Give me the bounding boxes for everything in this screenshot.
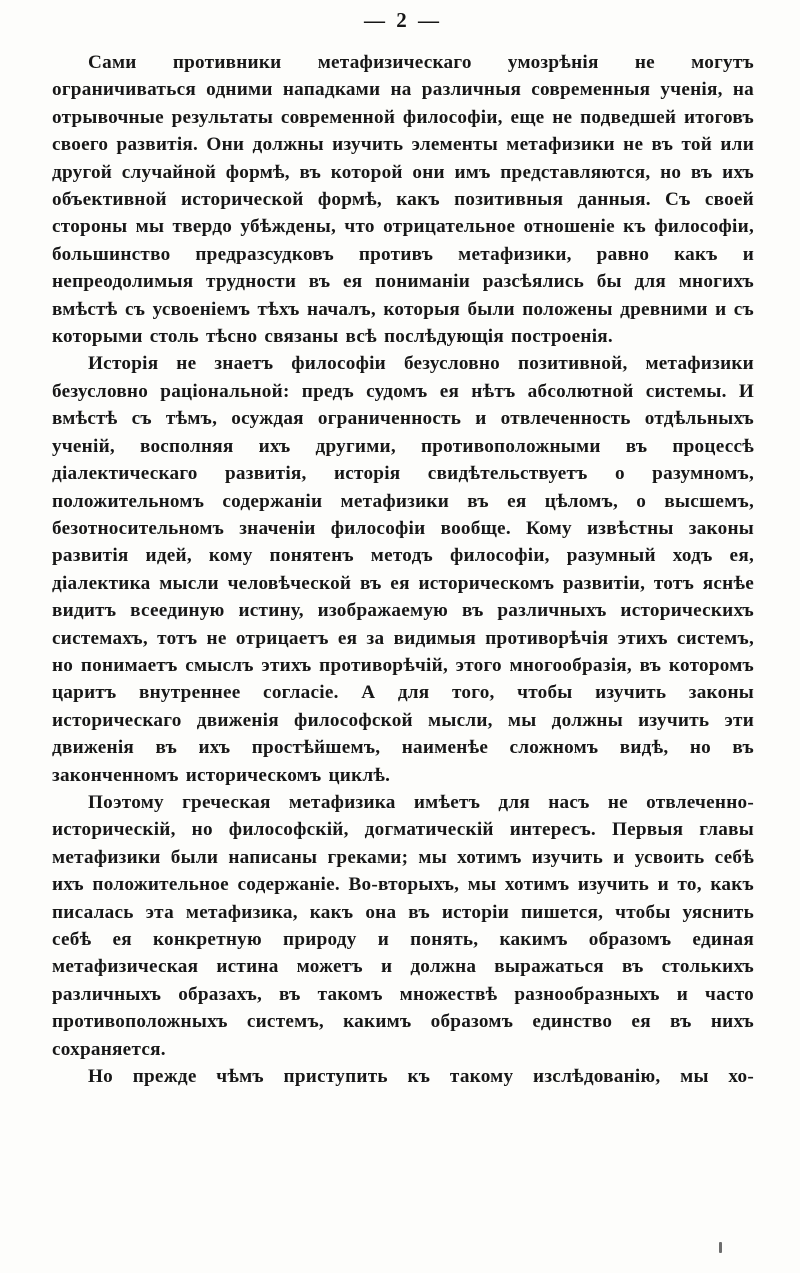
- paragraph: Но прежде чѣмъ приступить къ такому изслѣдованію, мы хо-: [88, 1066, 754, 1088]
- scan-artifact: [719, 1242, 722, 1253]
- paragraph: Сами противники метафизическаго умозрѣнія не могутъ ограничиваться одними нападками на различныя современныя ученія, на отрывочные результаты современной философіи, еще не подведшей итоговъ своего развитія. Они должны изучить элементы метафизики не въ той или другой случайной формѣ, въ которой они имъ представляются, но въ ихъ объективной исторической формѣ, какъ позитивныя данныя. Съ своей стороны мы твердо убѣждены, что отрицательное отношеніе къ философіи, большинство предразсудковъ противъ метафизики, равно какъ и непреодолимыя трудности въ ея пониманіи разсѣялись бы для многихъ вмѣстѣ съ усвоеніемъ тѣхъ началъ, которыя были положены древними и съ которыми столь тѣсно связаны всѣ послѣдующія построенія.: [52, 52, 754, 348]
- page-body-text: [52, 49, 754, 1090]
- paragraph: Исторія не знаетъ философіи безусловно позитивной, метафизики безусловно раціональной: предъ судомъ ея нѣтъ абсолютной системы. И вмѣстѣ съ тѣмъ, осуждая ограниченность и отвлеченность отдѣльныхъ ученій, восполняя ихъ другими, противоположными въ процессѣ діалектическаго развитія, исторія свидѣтельствуетъ о разумномъ, положительномъ содержаніи метафизики въ ея цѣломъ, о высшемъ, безотносительномъ значеніи философіи вообще. Кому извѣстны законы развитія идей, кому понятенъ методъ философіи, разумный ходъ ея, діалектика мысли человѣческой въ ея историческомъ развитіи, тотъ яснѣе видитъ всеединую истину, изображаемую въ различныхъ историческихъ системахъ, тотъ не отрицаетъ ея за видимыя противорѣчія этихъ системъ, но понимаетъ смыслъ этихъ противорѣчій, этого многообразія, въ которомъ царитъ внутреннее согласіе. А для того, чтобы изучить законы историческаго движенія философской мысли, мы должны изучить эти движенія въ ихъ простѣйшемъ, наименѣе сложномъ видѣ, но въ законченномъ историческомъ циклѣ.: [52, 353, 754, 786]
- paragraph: Поэтому греческая метафизика имѣетъ для насъ не отвлеченно-историческій, но философскій, догматическій интересъ. Первыя главы метафизики были написаны греками; мы хотимъ изучить и усвоить себѣ ихъ положительное содержаніе. Во-вторыхъ, мы хотимъ изучить и то, какъ писалась эта метафизика, какъ она въ исторіи пишется, чтобы уяснить себѣ ея конкретную природу и понять, какимъ образомъ единая метафизическая истина можетъ и должна выражаться въ столькихъ различныхъ образахъ, въ такомъ множествѣ разнообразныхъ и часто противоположныхъ системъ, какимъ образомъ единство ея въ нихъ сохраняется.: [52, 791, 754, 1060]
- page-number-header: — 2 —: [364, 8, 442, 32]
